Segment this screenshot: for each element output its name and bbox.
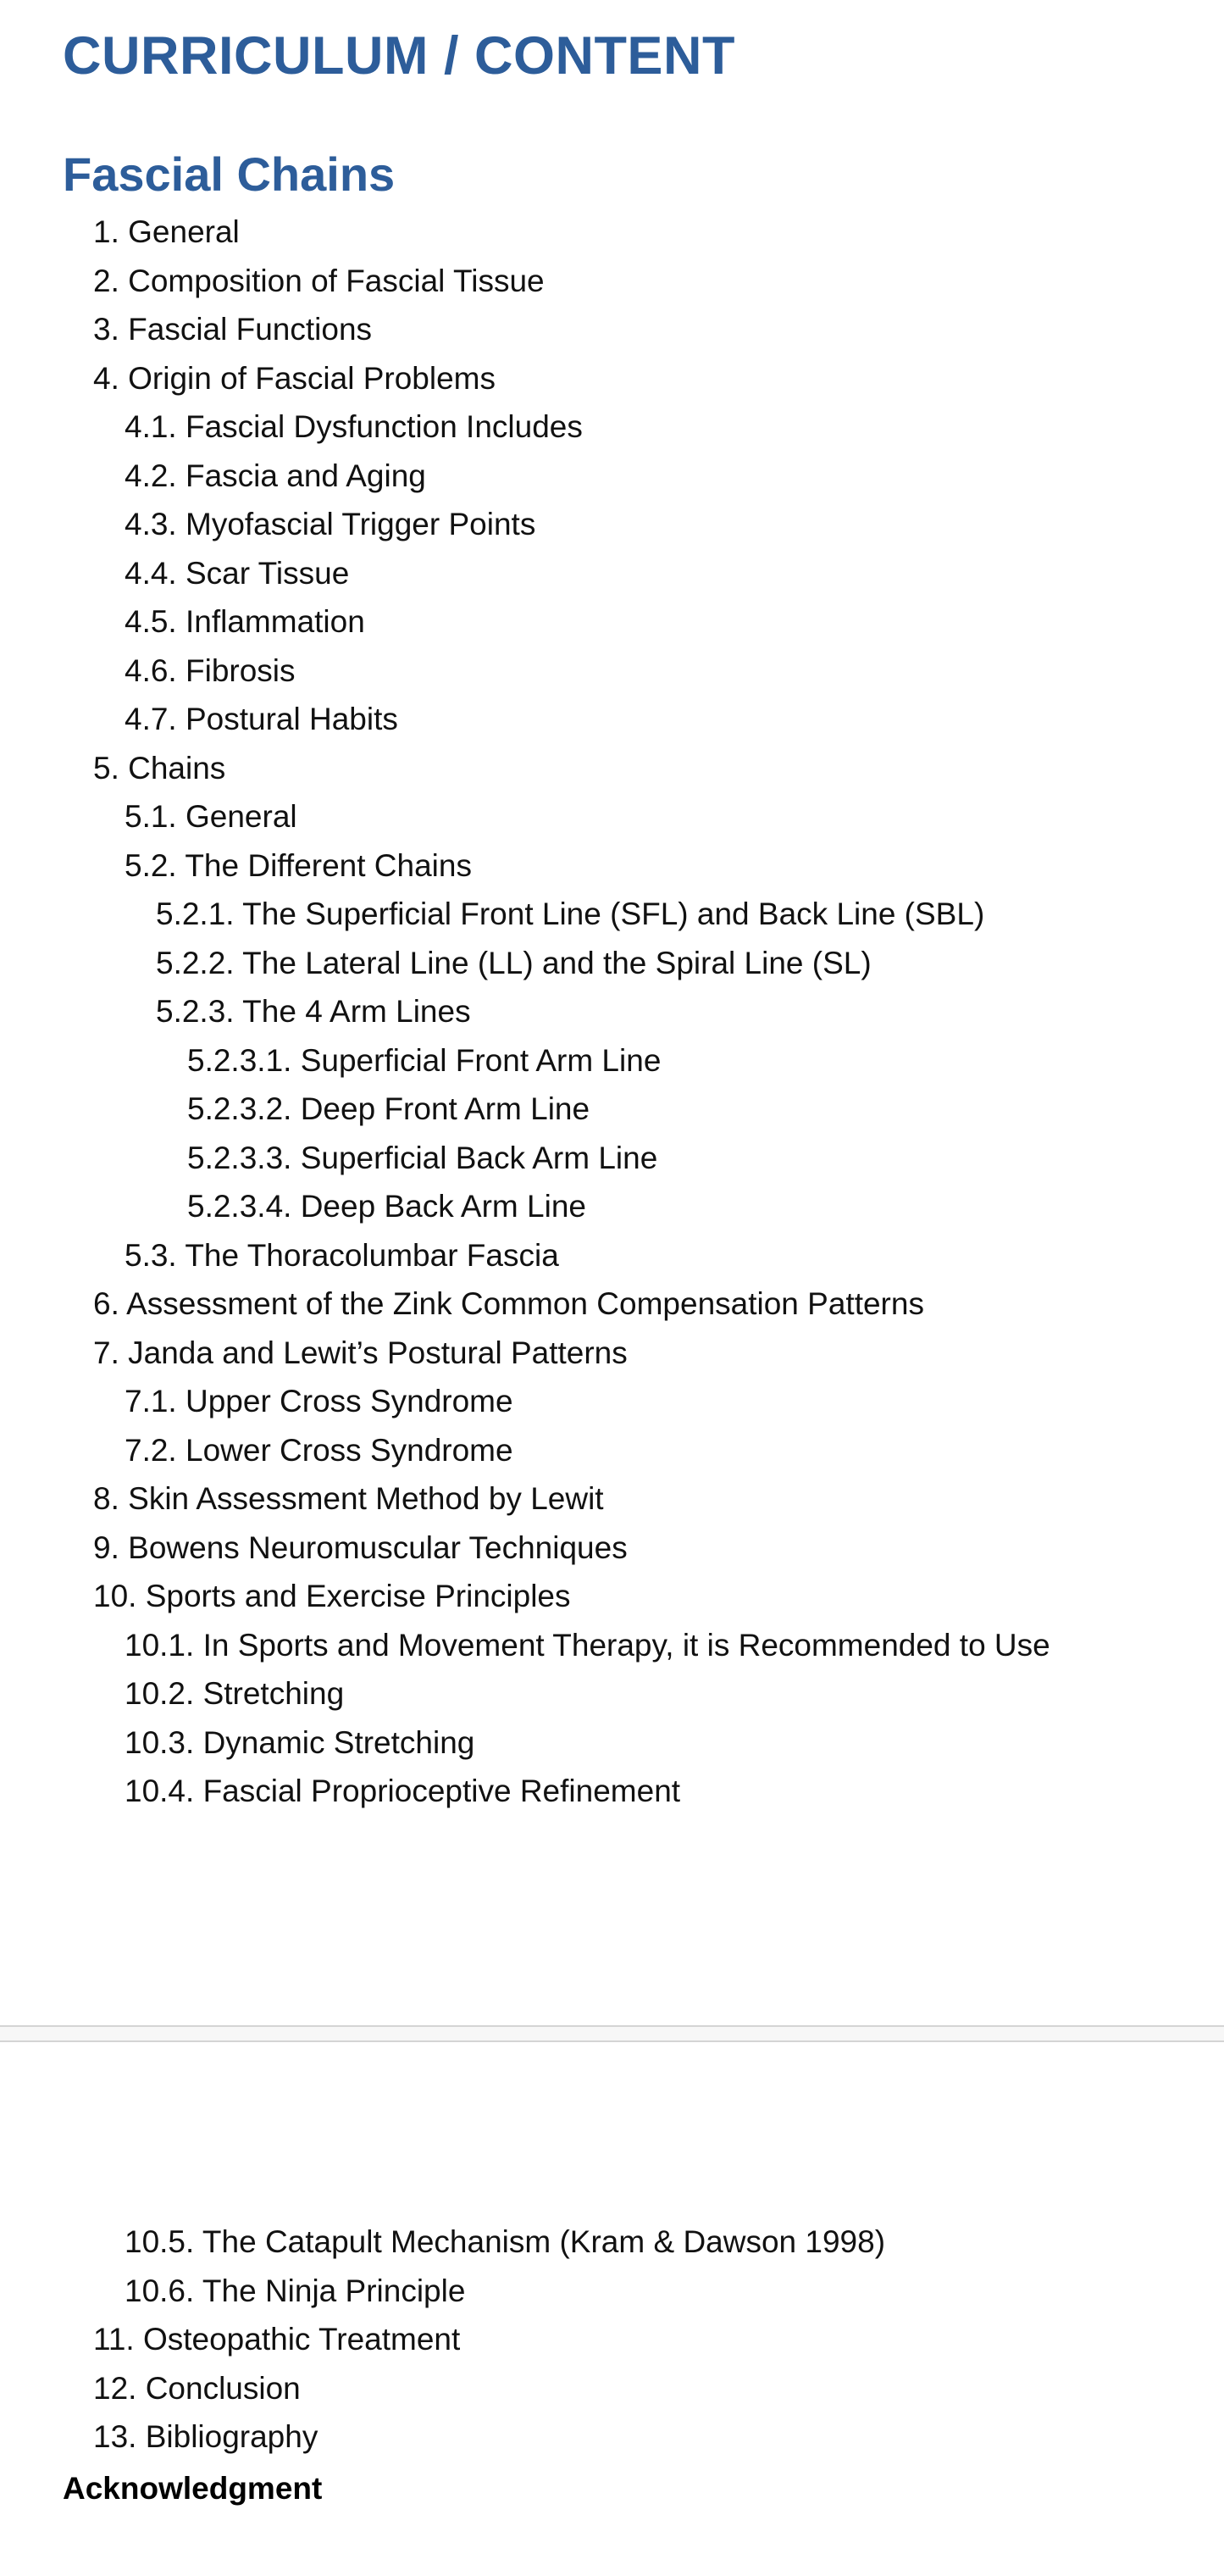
document-title: CURRICULUM / CONTENT bbox=[63, 26, 735, 86]
toc-entry: 5.2.3.2. Deep Front Arm Line bbox=[187, 1091, 590, 1126]
toc-entry: 12. Conclusion bbox=[93, 2370, 301, 2406]
toc-entry: 10.1. In Sports and Movement Therapy, it is Recommended to Use bbox=[125, 1627, 1050, 1663]
toc-entry: 3. Fascial Functions bbox=[93, 312, 373, 347]
toc-entry: 5.2.1. The Superficial Front Line (SFL) and Back Line (SBL) bbox=[156, 897, 985, 931]
acknowledgment-heading: Acknowledgment bbox=[63, 2471, 323, 2506]
toc-entry: 4.2. Fascia and Aging bbox=[125, 458, 426, 493]
toc-entry: 5.2. The Different Chains bbox=[125, 847, 472, 883]
toc-entry: 10.3. Dynamic Stretching bbox=[125, 1724, 475, 1760]
toc-entry: 5.2.3.4. Deep Back Arm Line bbox=[187, 1189, 586, 1224]
toc-entry: 5. Chains bbox=[93, 750, 226, 786]
toc-entry: 7.2. Lower Cross Syndrome bbox=[125, 1432, 513, 1468]
toc-entry: 5.1. General bbox=[125, 799, 297, 834]
toc-entry: 2. Composition of Fascial Tissue bbox=[93, 263, 545, 298]
toc-entry: 4.7. Postural Habits bbox=[125, 702, 398, 736]
toc-entry: 13. Bibliography bbox=[93, 2419, 318, 2454]
table-of-contents bbox=[0, 208, 1050, 1816]
toc-entry: 4.4. Scar Tissue bbox=[125, 555, 350, 591]
toc-entry: 10. Sports and Exercise Principles bbox=[93, 1579, 571, 1613]
toc-entry: 1. General bbox=[93, 214, 240, 249]
toc-entry: 5.2.3.3. Superficial Back Arm Line bbox=[187, 1140, 658, 1175]
toc-entry: 7. Janda and Lewit’s Postural Patterns bbox=[93, 1335, 628, 1370]
table-of-contents-continued bbox=[0, 2218, 885, 2462]
document-page-2 bbox=[0, 2042, 1224, 2576]
toc-entry: 4.6. Fibrosis bbox=[125, 652, 296, 688]
toc-entry: 9. Bowens Neuromuscular Techniques bbox=[93, 1530, 628, 1565]
toc-entry: 4. Origin of Fascial Problems bbox=[93, 360, 496, 396]
toc-entry: 4.5. Inflammation bbox=[125, 604, 365, 639]
toc-entry: 10.5. The Catapult Mechanism (Kram & Dawson 1998) bbox=[125, 2224, 886, 2259]
toc-entry: 5.2.2. The Lateral Line (LL) and the Spiral Line (SL) bbox=[156, 945, 872, 980]
toc-entry: 5.2.3. The 4 Arm Lines bbox=[156, 994, 471, 1029]
toc-entry: 11. Osteopathic Treatment bbox=[93, 2322, 461, 2357]
toc-entry: 5.3. The Thoracolumbar Fascia bbox=[125, 1237, 559, 1273]
toc-entry: 10.4. Fascial Proprioceptive Refinement bbox=[125, 1774, 681, 1808]
toc-entry: 5.2.3.1. Superficial Front Arm Line bbox=[187, 1042, 662, 1078]
section-title: Fascial Chains bbox=[63, 147, 396, 201]
toc-entry: 4.3. Myofascial Trigger Points bbox=[125, 507, 536, 541]
toc-entry: 10.2. Stretching bbox=[125, 1676, 345, 1711]
toc-entry: 10.6. The Ninja Principle bbox=[125, 2273, 466, 2308]
toc-entry: 4.1. Fascial Dysfunction Includes bbox=[125, 409, 583, 444]
toc-entry: 6. Assessment of the Zink Common Compensation Patterns bbox=[93, 1286, 924, 1321]
toc-entry: 8. Skin Assessment Method by Lewit bbox=[93, 1481, 604, 1516]
page-break bbox=[0, 2025, 1224, 2042]
toc-entry: 7.1. Upper Cross Syndrome bbox=[125, 1384, 513, 1418]
